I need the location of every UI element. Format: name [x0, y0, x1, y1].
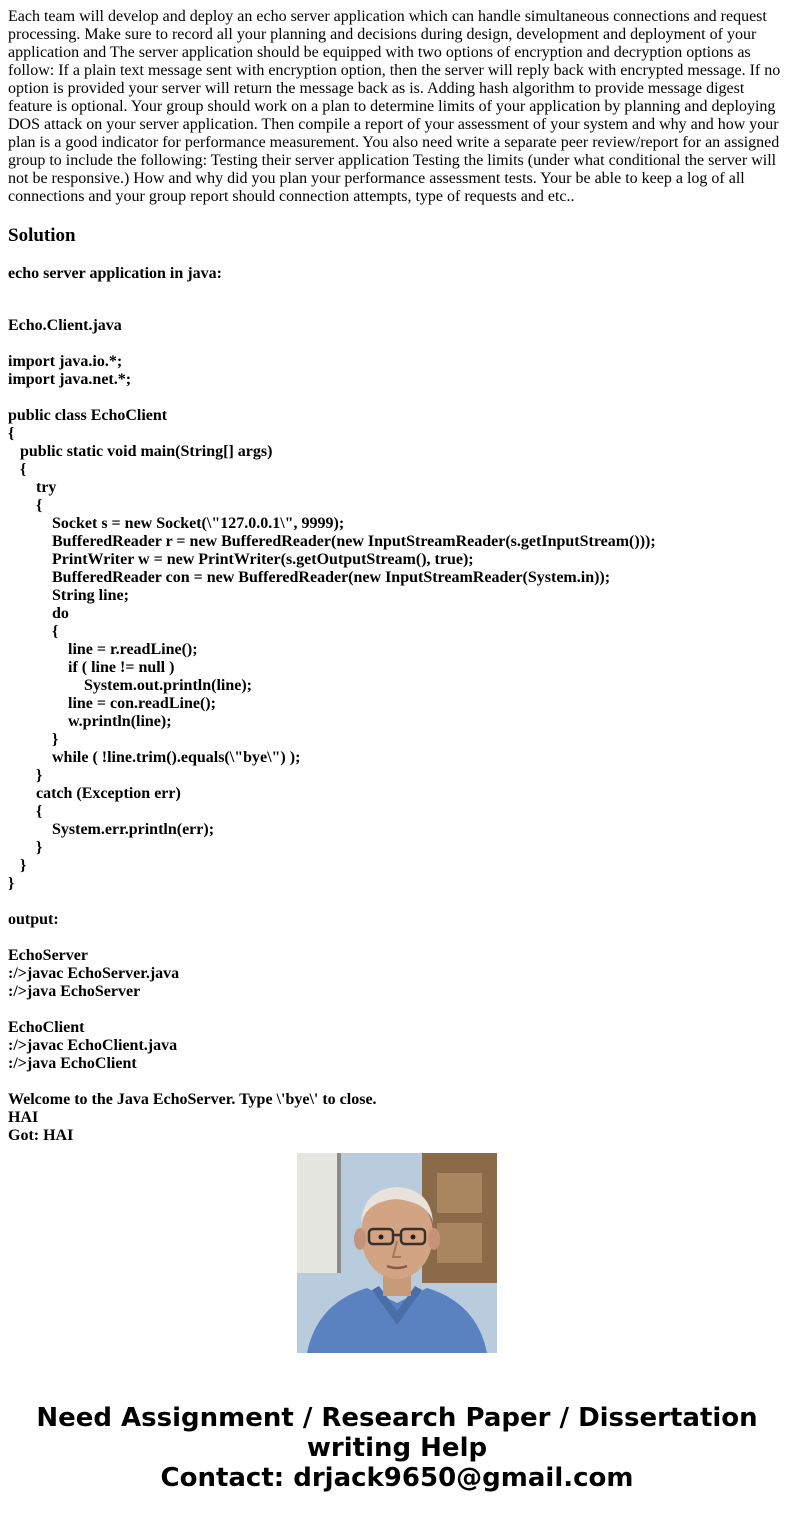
- promo-contact-email: Contact: drjack9650@gmail.com: [160, 1463, 634, 1493]
- code-listing: Echo.Client.java import java.io.*; import java.net.*; public class EchoClient { public static void main(String[] args) { try { Socket s = new Socket(\"127.0.0.1\", 9999); BufferedReader r = new BufferedReader(new InputStreamReader(s.getInputStream())); PrintWriter w = new PrintWriter(s.getOutputStream(), true); BufferedReader con = new BufferedReader(new InputStreamReader(System.in)); String line; do { line = r.readLine(); if ( line != null ) System.out.println(line); line = con.readLine(); w.println(line); } while ( !line.trim().equals(\"bye\") ); } catch (Exception err) { System.err.println(err); } } } output: EchoServer :/>javac EchoServer.java :/>java EchoServer EchoClient :/>javac EchoClient.java :/>java EchoClient Welcome to the Java EchoServer. Type \'bye\' to close. HAI Got: HAI: [8, 317, 656, 1144]
- article-content: [8, 8, 786, 1144]
- person-portrait-icon: [297, 1153, 497, 1353]
- promo-line-2: writing Help: [306, 1433, 488, 1463]
- promo-line-1: Need Assignment / Research Paper / Dissertation: [36, 1403, 758, 1433]
- promo-banner: [0, 1403, 794, 1493]
- author-avatar: [297, 1153, 497, 1353]
- solution-subheading: echo server application in java:: [8, 265, 222, 282]
- question-text: Each team will develop and deploy an echo server application which can handle simultaneous connections and request processing. Make sure to record all your planning and decisions during design, development and deployment of your application and The server application should be equipped with two options of encryption and decryption options as follow: If a plain text message sent with encryption option, then the server will reply back with encrypted message. If no option is provided your server will return the message back as is. Adding hash algorithm to provide message digest feature is optional. Your group should work on a plan to determine limits of your application by planning and deploying DOS attack on your server application. Then compile a report of your assessment of your system and why and how your plan is a good indicator for performance measurement. You also need write a separate peer review/report for an assigned group to include the following: Testing their server application Testing the limits (under what conditional the server will not be responsive.) How and why did you plan your performance assessment tests. Your be able to keep a log of all connections and your group report should connection attempts, type of requests and etc..: [8, 8, 781, 205]
- solution-heading: Solution: [8, 225, 76, 246]
